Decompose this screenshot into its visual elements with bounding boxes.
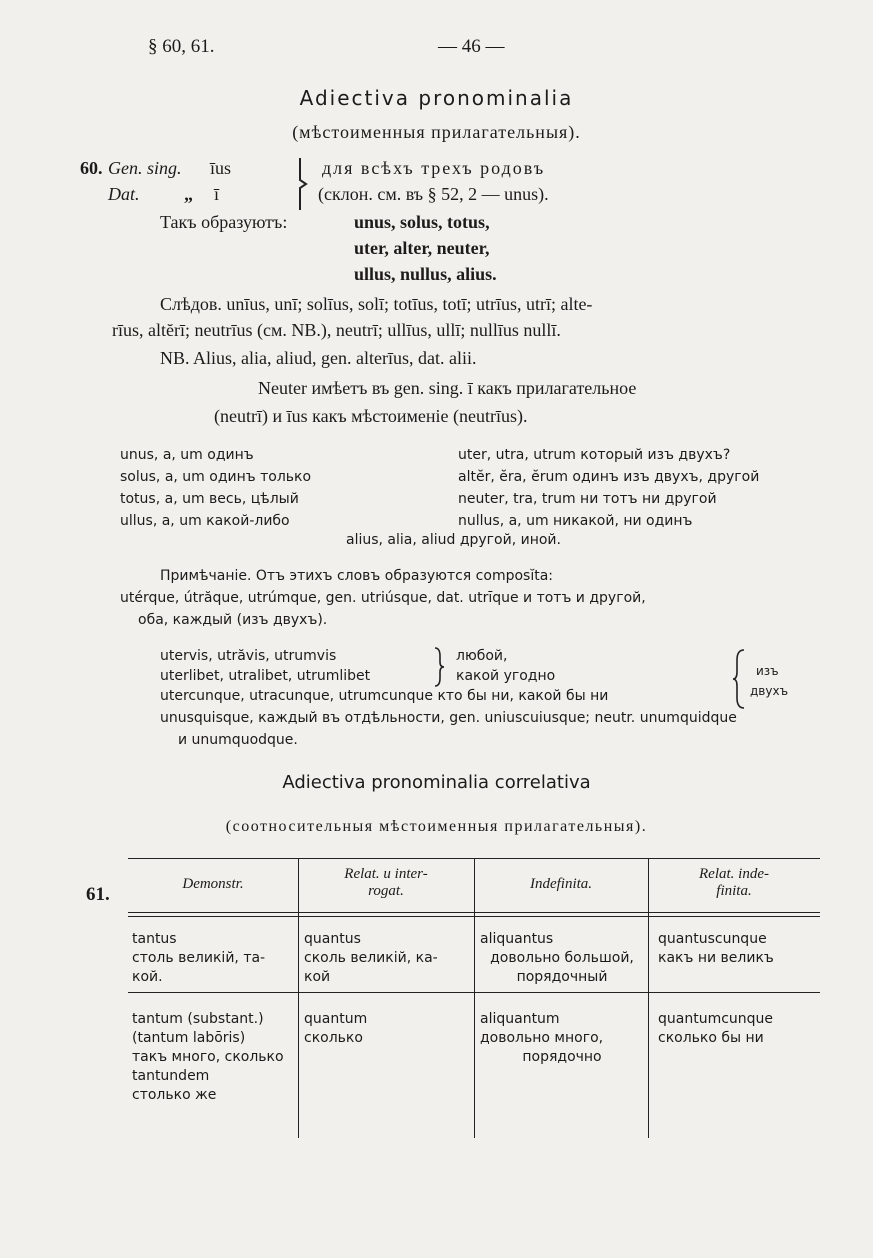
cell-line: столько же — [132, 1087, 217, 1103]
gen-ending: īus — [210, 158, 232, 178]
compound-line-5: и unumquodque. — [178, 732, 298, 748]
consequence-line-1: Слѣдов. unīus, unī; solīus, solī; totīus, totī; utrīus, utrī; alte- — [160, 294, 593, 314]
bracket-text-2: (склон. см. въ § 52, 2 — unus). — [318, 184, 549, 204]
vocab-list-right — [458, 444, 759, 532]
compound-meaning-2: какой угодно — [456, 668, 556, 684]
table-cell — [658, 1010, 773, 1048]
note-line-1: Примѣчаніе. Отъ этихъ словъ образуются composĭta: — [160, 568, 553, 584]
neuter-note-line-1: Neuter имѣетъ въ gen. sing. ī какъ прилагательное — [258, 378, 637, 398]
vocab-item: unus, a, um одинъ — [120, 447, 254, 463]
table-cell — [304, 1010, 367, 1048]
note-line-2: utérque, útrăque, utrúmque, gen. utriúsque, dat. utrīque и тотъ и другой, — [120, 590, 646, 606]
table-cell — [480, 1010, 644, 1067]
col-header-indefinite: Indefinita. — [529, 876, 593, 892]
bracket-60 — [296, 156, 312, 212]
cell-line: (tantum labōris) — [132, 1030, 246, 1046]
form-line-1: unus, solus, totus, — [354, 212, 490, 232]
col-header-demonstrative: Demonstr. — [182, 876, 244, 892]
vocab-item: solus, a, um одинъ только — [120, 469, 312, 485]
table-cell — [132, 930, 265, 987]
col-header-relative — [298, 866, 474, 900]
consequence-line-2: rīus, altĕrī; neutrīus (см. NB.), neutrī; ullīus, ullī; nullīus nullī. — [112, 320, 561, 340]
cell-line: quantus — [304, 931, 361, 947]
table-cell — [480, 930, 644, 987]
form-line-3: ullus, nullus, alius. — [354, 264, 497, 284]
gen-label: Gen. sing. — [108, 158, 182, 178]
dat-ending: ī — [214, 184, 220, 204]
section-subtitle: (мѣстоименныя прилагательныя). — [292, 122, 581, 142]
vocab-item: ullus, a, um какой-либо — [120, 513, 290, 529]
cell-line: aliquantus — [480, 931, 554, 947]
table-cell — [132, 1010, 284, 1105]
compound-meaning-1: любой, — [456, 648, 508, 664]
compound-line-1: utervis, utrăvis, utrumvis — [160, 648, 337, 664]
col-header-relative-2: rogat. — [368, 883, 404, 899]
paragraph-number-61: 61. — [86, 884, 110, 905]
two-label-1: изъ — [756, 664, 779, 678]
cell-line: порядочно — [522, 1049, 602, 1065]
note-line-3: оба, каждый (изъ двухъ). — [138, 612, 328, 628]
col-rule-3 — [648, 858, 649, 1138]
vocab-item: totus, a, um весь, цѣлый — [120, 491, 299, 507]
compound-line-2: uterlibet, utralibet, utrumlibet — [160, 668, 371, 684]
cell-line: quantum — [304, 1011, 368, 1027]
two-brace — [732, 648, 746, 710]
vocab-item: altĕr, ĕra, ĕrum одинъ изъ двухъ, другой — [458, 469, 760, 485]
cell-line: tantus — [132, 931, 177, 947]
vocab-item: nullus, a, um никакой, ни одинъ — [458, 513, 693, 529]
col-rule-1 — [298, 858, 299, 1138]
cell-line: столь великій, та- — [132, 950, 266, 966]
section-title: Adiectiva pronominalia — [299, 86, 574, 110]
cell-line: такъ много, сколько — [132, 1049, 284, 1065]
col-header-relinde-1: Relat. inde- — [699, 866, 769, 882]
cell-line: tantum (substant.) — [132, 1011, 264, 1027]
cell-line: сколько — [304, 1030, 363, 1046]
col-header-relinde-2: finita. — [716, 883, 752, 899]
two-label-2: двухъ — [750, 684, 789, 698]
neuter-note-line-2: (neutrī) и īus какъ мѣстоименіе (neutrīus). — [214, 406, 528, 426]
compound-line-4: unusquisque, каждый въ отдѣльности, gen. uniuscuiusque; neutr. unumquidque — [160, 710, 737, 726]
cell-line: сколь великій, ка- — [304, 950, 438, 966]
table-cell — [658, 930, 774, 968]
col-header-relative-1: Relat. и inter- — [344, 866, 428, 882]
compound-line-3: utercunque, utracunque, utrumcunque кто бы ни, какой бы ни — [160, 688, 609, 704]
correlative-subtitle: (соотносительныя мѣстоименныя прилагательныя). — [225, 818, 648, 835]
cell-line: quantumcunque — [658, 1011, 774, 1027]
cell-line: кой. — [132, 969, 163, 985]
ditto-mark: „ — [184, 184, 193, 204]
form-line-2: uter, alter, neuter, — [354, 238, 490, 258]
nb-line: NB. Alius, alia, aliud, gen. alterīus, dat. alii. — [160, 348, 477, 368]
correlative-title: Adiectiva pronominalia correlativa — [282, 772, 591, 793]
vocab-list-left — [120, 444, 311, 532]
cell-line: кой — [304, 969, 331, 985]
section-reference: § 60, 61. — [148, 36, 215, 57]
vocab-item: neuter, tra, trum ни тотъ ни другой — [458, 491, 717, 507]
cell-line: сколько бы ни — [658, 1030, 764, 1046]
correlative-table — [128, 858, 820, 1138]
dat-label: Dat. — [108, 184, 140, 204]
cell-line: quantuscunque — [658, 931, 767, 947]
paragraph-number-60: 60. — [80, 158, 103, 178]
page-number: — 46 — — [438, 36, 505, 57]
cell-line: порядочный — [516, 969, 608, 985]
form-intro: Такъ образуютъ: — [160, 212, 288, 232]
cell-line: довольно большой, — [490, 950, 634, 966]
bracket-text-1: для всѣхъ трехъ родовъ — [322, 158, 546, 178]
cell-line: какъ ни великъ — [658, 950, 774, 966]
table-cell — [304, 930, 438, 987]
col-header-relative-indefinite — [648, 866, 820, 900]
cell-line: aliquantum — [480, 1011, 560, 1027]
vocab-center: alius, alia, aliud другой, иной. — [346, 532, 561, 548]
compound-brace — [432, 646, 446, 688]
cell-line: tantundem — [132, 1068, 210, 1084]
col-rule-2 — [474, 858, 475, 1138]
vocab-item: uter, utra, utrum который изъ двухъ? — [458, 447, 731, 463]
cell-line: довольно много, — [480, 1030, 604, 1046]
